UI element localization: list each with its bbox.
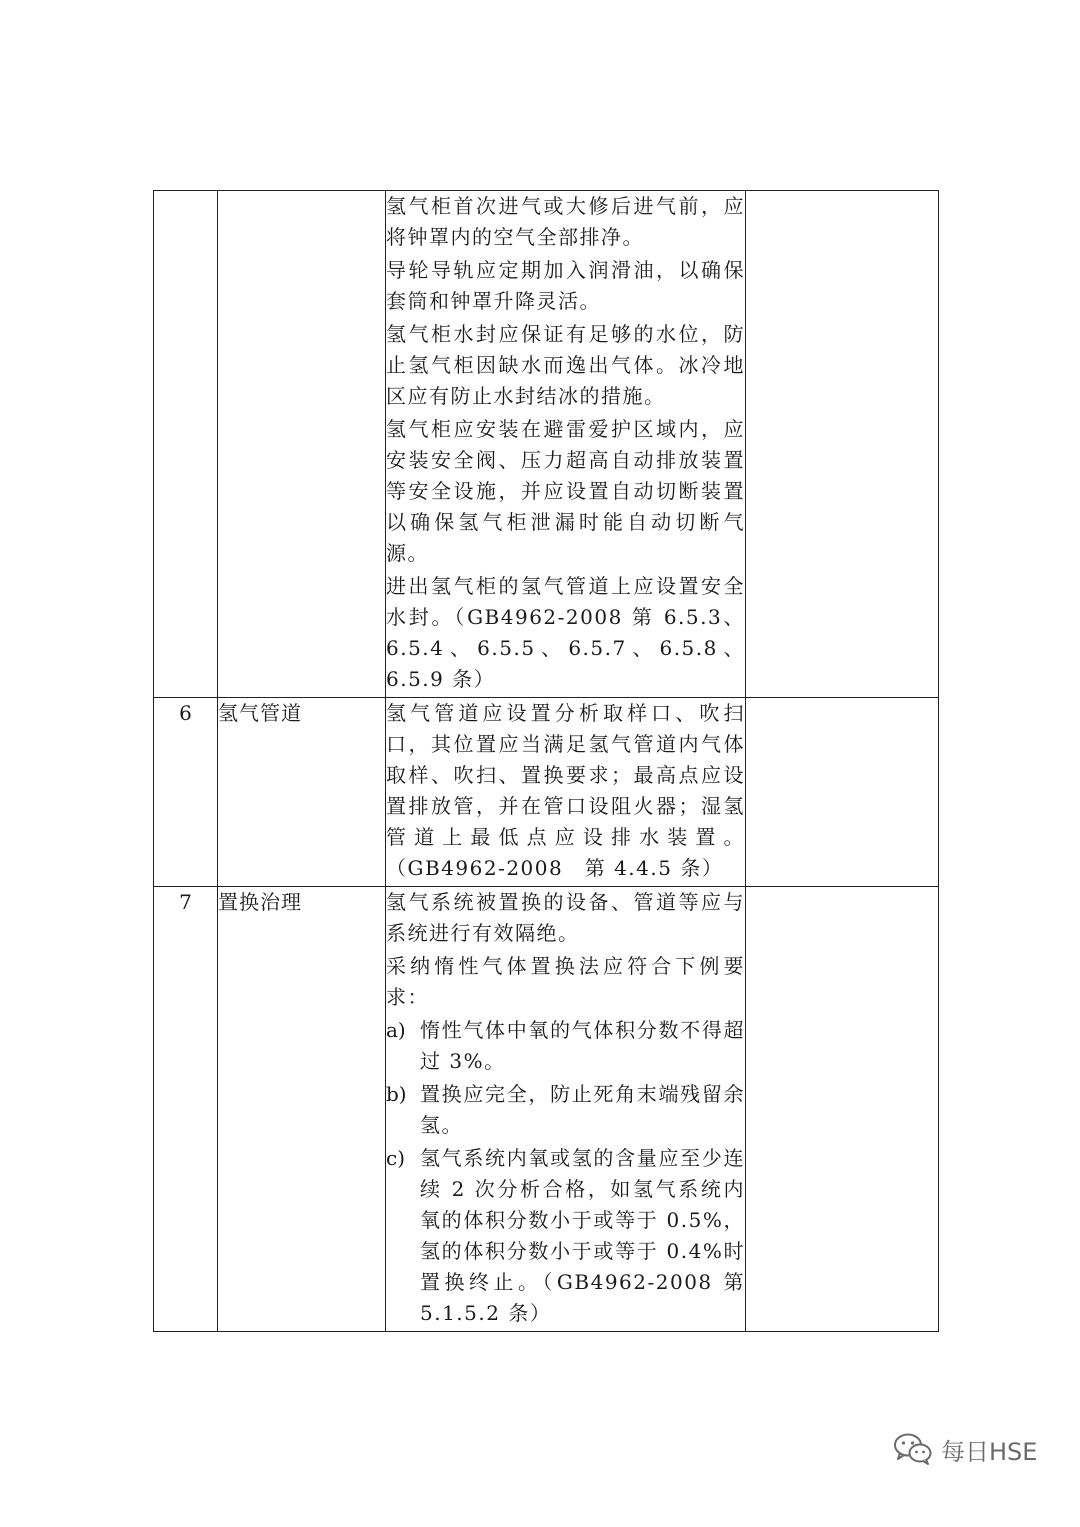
- watermark-text: 每日HSE: [941, 1437, 1038, 1466]
- requirement-paragraph: 导轮导轨应定期加入润滑油，以确保套筒和钟罩升降灵活。: [386, 258, 745, 313]
- requirement-cell: [386, 698, 746, 887]
- watermark: [893, 1429, 1037, 1469]
- list-item: [386, 1079, 745, 1141]
- list-marker: a): [386, 1018, 406, 1042]
- requirement-paragraph: 采纳惰性气体置换法应符合下例要求：: [386, 954, 745, 1009]
- list-text: 置换应完全，防止死角末端残留余氢。: [420, 1082, 745, 1137]
- requirement-paragraph: 氢气系统被置换的设备、管道等应与系统进行有效隔绝。: [386, 890, 745, 945]
- row-number-cell: [154, 191, 218, 698]
- item-name-cell: 氢气管道: [218, 698, 386, 887]
- result-cell: [746, 698, 939, 887]
- table-row: [154, 191, 939, 698]
- list-marker: b): [386, 1082, 407, 1106]
- requirement-paragraph: 氢气管道应设置分析取样口、吹扫口，其位置应当满足氢气管道内气体取样、吹扫、置换要求；最高点应设置排放管，并在管口设阻火器；湿氢管道上最低点应设排水装置。（GB4962-2008 第 4.4.5 条）: [386, 701, 745, 880]
- table-row: [154, 698, 939, 887]
- wechat-icon: [893, 1432, 933, 1466]
- list-text: 惰性气体中氧的气体积分数不得超过 3%。: [420, 1018, 745, 1073]
- row-number-cell: 6: [154, 698, 218, 887]
- requirement-paragraph: 氢气柜应安装在避雷爱护区域内，应安装安全阀、压力超高自动排放装置等安全设施，并应设置自动切断装置以确保氢气柜泄漏时能自动切断气源。: [386, 417, 745, 565]
- result-cell: [746, 887, 939, 1332]
- result-cell: [746, 191, 939, 698]
- row-number-cell: 7: [154, 887, 218, 1332]
- item-name-cell: 置换治理: [218, 887, 386, 1332]
- requirement-cell: [386, 191, 746, 698]
- list-item: [386, 1143, 745, 1329]
- list-text: 氢气系统内氧或氢的含量应至少连续 2 次分析合格，如氢气系统内氧的体积分数小于或等于 0.5%，氢的体积分数小于或等于 0.4%时置换终止。（GB4962-2008 第 5.1.5.2 条）: [420, 1146, 745, 1325]
- table-row: [154, 887, 939, 1332]
- list-item: [386, 1015, 745, 1077]
- requirement-paragraph: 进出氢气柜的氢气管道上应设置安全水封。（GB4962-2008 第 6.5.3、6.5.4、6.5.5、6.5.7、6.5.8、6.5.9 条）: [386, 574, 745, 691]
- item-name-cell: [218, 191, 386, 698]
- list-marker: c): [386, 1146, 406, 1170]
- requirements-table: [153, 190, 939, 1332]
- requirement-paragraph: 氢气柜首次进气或大修后进气前，应将钟罩内的空气全部排净。: [386, 194, 745, 249]
- requirement-paragraph: 氢气柜水封应保证有足够的水位，防止氢气柜因缺水而逸出气体。冰冷地区应有防止水封结冰的措施。: [386, 322, 745, 408]
- requirement-cell: [386, 887, 746, 1332]
